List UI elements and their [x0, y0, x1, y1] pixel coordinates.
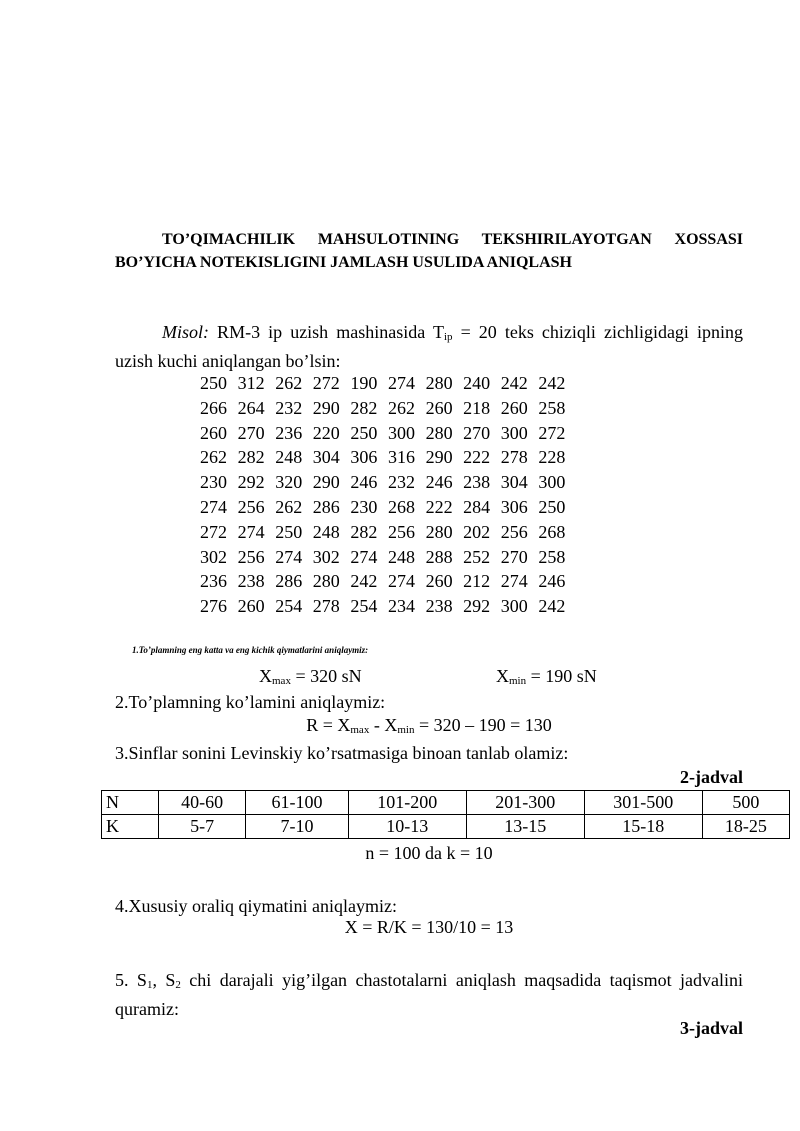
- data-value: 262: [200, 447, 227, 468]
- data-value: 278: [312, 596, 340, 617]
- data-row: [200, 421, 576, 446]
- data-value: 260: [500, 397, 528, 418]
- table-cell: 61-100: [246, 791, 349, 815]
- table-cell: 10-13: [348, 815, 466, 839]
- data-value: 236: [275, 422, 303, 443]
- interval-formula: X = R/K = 130/10 = 13: [344, 917, 514, 937]
- table-cell: 40-60: [159, 791, 246, 815]
- data-value: 232: [275, 397, 303, 418]
- data-value: 280: [425, 521, 453, 542]
- table-cell: 201-300: [466, 791, 584, 815]
- data-value: 250: [200, 373, 227, 393]
- data-row: [200, 569, 576, 594]
- data-value: 280: [425, 373, 453, 393]
- data-value: 222: [463, 447, 491, 468]
- step-3-heading: 3.Sinflar sonini Levinskiy ko’rsatmasiga binoan tanlab olamiz:: [115, 743, 569, 763]
- x-min-value: $X_{min} = 190$ sN: [496, 666, 597, 687]
- data-value: 302: [312, 546, 340, 567]
- data-value: 260: [200, 422, 227, 443]
- data-row: [200, 520, 576, 545]
- data-value: 270: [500, 546, 528, 567]
- data-value: 238: [463, 472, 491, 493]
- data-value: 304: [312, 447, 340, 468]
- data-value: 264: [237, 397, 265, 418]
- step-4-heading: 4.Xususiy oraliq qiymatini aniqlaymiz:: [115, 896, 397, 916]
- data-value: 246: [425, 472, 453, 493]
- data-value: 270: [237, 422, 265, 443]
- n-k-line: n = 100 da k = 10: [365, 843, 493, 863]
- data-value: 262: [387, 397, 415, 418]
- data-value: 220: [312, 422, 340, 443]
- data-row: [200, 371, 576, 396]
- data-value: 202: [463, 521, 491, 542]
- data-value: 306: [350, 447, 378, 468]
- data-value: 300: [387, 422, 415, 443]
- data-value: 254: [275, 596, 303, 617]
- data-value: 190: [350, 373, 378, 393]
- data-value: 212: [463, 571, 491, 592]
- data-value: 256: [237, 496, 265, 517]
- data-value: 262: [275, 373, 303, 393]
- data-row: [200, 445, 576, 470]
- data-value: 256: [387, 521, 415, 542]
- data-value: 240: [463, 373, 491, 393]
- data-value: 246: [350, 472, 378, 493]
- data-value: 286: [275, 571, 303, 592]
- table-3-caption: 3-jadval: [680, 1018, 743, 1038]
- data-value: 242: [350, 571, 378, 592]
- data-row: [200, 495, 576, 520]
- data-value: 292: [463, 596, 491, 617]
- data-value: 316: [387, 447, 415, 468]
- data-value: 246: [538, 571, 566, 592]
- data-value: 306: [500, 496, 528, 517]
- data-value: 260: [425, 571, 453, 592]
- x-max-value: $X_{max} = 320$ sN: [259, 666, 362, 687]
- data-value: 250: [538, 496, 566, 517]
- data-value: 242: [500, 373, 528, 393]
- data-value: 258: [538, 546, 566, 567]
- data-value: 238: [237, 571, 265, 592]
- table-cell: K: [102, 815, 159, 839]
- data-value: 272: [200, 521, 227, 542]
- example-paragraph: [115, 320, 743, 373]
- data-value: 248: [387, 546, 415, 567]
- data-value: 274: [275, 546, 303, 567]
- example-second-line: uzish kuchi aniqlangan bo’lsin:: [115, 351, 341, 371]
- range-formula: $R = X_{max} - X_{min} = 320 - 190 = 130$: [306, 715, 552, 736]
- data-value: 282: [350, 397, 378, 418]
- data-value: 242: [538, 596, 566, 617]
- table-row-n: [102, 791, 790, 815]
- step-2-heading: 2.To’plamning ko’lamini aniqlaymiz:: [115, 692, 386, 712]
- data-value: 282: [237, 447, 265, 468]
- table-2-caption: 2-jadval: [680, 767, 743, 787]
- data-value: 248: [275, 447, 303, 468]
- data-value: 254: [350, 596, 378, 617]
- data-value: 238: [425, 596, 453, 617]
- table-cell: N: [102, 791, 159, 815]
- data-value: 280: [425, 422, 453, 443]
- data-value: 272: [538, 422, 566, 443]
- table-cell: 15-18: [584, 815, 702, 839]
- data-value: 290: [312, 472, 340, 493]
- data-value: 232: [387, 472, 415, 493]
- measurement-data-grid: [200, 371, 576, 619]
- data-value: 234: [387, 596, 415, 617]
- title-line-2: BO’YICHA NOTEKISLIGINI JAMLASH USULIDA ANIQLASH: [115, 254, 572, 271]
- data-value: 258: [538, 397, 566, 418]
- data-value: 292: [237, 472, 265, 493]
- data-value: 250: [350, 422, 378, 443]
- data-value: 270: [463, 422, 491, 443]
- data-value: 228: [538, 447, 566, 468]
- levinskiy-table: [101, 790, 790, 839]
- table-cell: 7-10: [246, 815, 349, 839]
- data-row: [200, 396, 576, 421]
- data-value: 262: [275, 496, 303, 517]
- data-value: 268: [538, 521, 566, 542]
- data-value: 230: [350, 496, 378, 517]
- data-value: 280: [312, 571, 340, 592]
- table-cell: 13-15: [466, 815, 584, 839]
- data-value: 274: [200, 496, 227, 517]
- data-value: 302: [200, 546, 227, 567]
- table-cell: 18-25: [702, 815, 789, 839]
- data-row: [200, 545, 576, 570]
- table-cell: 301-500: [584, 791, 702, 815]
- data-value: 290: [425, 447, 453, 468]
- step-5-paragraph: 5. $S_1$, $S_2$ chi darajali yig’ilgan chastotalarni aniqlash maqsadida taqismot jadvalini quramiz:: [115, 970, 744, 1019]
- data-value: 268: [387, 496, 415, 517]
- data-value: 282: [350, 521, 378, 542]
- data-value: 300: [500, 422, 528, 443]
- data-value: 260: [237, 596, 265, 617]
- data-value: 218: [463, 397, 491, 418]
- data-row: [200, 470, 576, 495]
- data-value: 320: [275, 472, 303, 493]
- data-value: 290: [312, 397, 340, 418]
- data-value: 278: [500, 447, 528, 468]
- data-value: 274: [350, 546, 378, 567]
- data-value: 256: [237, 546, 265, 567]
- data-value: 286: [312, 496, 340, 517]
- data-value: 266: [200, 397, 227, 418]
- data-value: 274: [237, 521, 265, 542]
- table-row-k: [102, 815, 790, 839]
- data-value: 230: [200, 472, 227, 493]
- example-label: Misol:: [162, 322, 209, 342]
- data-value: 274: [500, 571, 528, 592]
- data-value: 242: [538, 373, 566, 393]
- document-title: [115, 228, 743, 274]
- data-value: 260: [425, 397, 453, 418]
- table-cell: 500: [702, 791, 789, 815]
- data-value: 248: [312, 521, 340, 542]
- table-cell: 5-7: [159, 815, 246, 839]
- data-value: 284: [463, 496, 491, 517]
- data-value: 272: [312, 373, 340, 393]
- data-value: 274: [387, 571, 415, 592]
- data-value: 300: [538, 472, 566, 493]
- data-value: 304: [500, 472, 528, 493]
- data-value: 250: [275, 521, 303, 542]
- data-value: 274: [387, 373, 415, 393]
- data-value: 256: [500, 521, 528, 542]
- example-first-line: Misol: RM-3 ip uzish mashinasida $T_{ip} = 20$ teks chiziqli zichligidagi ipning: [162, 322, 744, 343]
- title-line-1: TO’QIMACHILIK MAHSULOTINING TEKSHIRILAYOTGAN XOSSASI: [162, 231, 743, 248]
- data-value: 252: [463, 546, 491, 567]
- data-value: 276: [200, 596, 227, 617]
- data-row: [200, 594, 576, 619]
- data-value: 312: [237, 373, 265, 393]
- data-value: 300: [500, 596, 528, 617]
- data-value: 236: [200, 571, 227, 592]
- data-value: 222: [425, 496, 453, 517]
- step-1-heading: 1.To’plamning eng katta va eng kichik qiymatlarini aniqlaymiz:: [132, 645, 369, 655]
- table-cell: 101-200: [348, 791, 466, 815]
- data-value: 288: [425, 546, 453, 567]
